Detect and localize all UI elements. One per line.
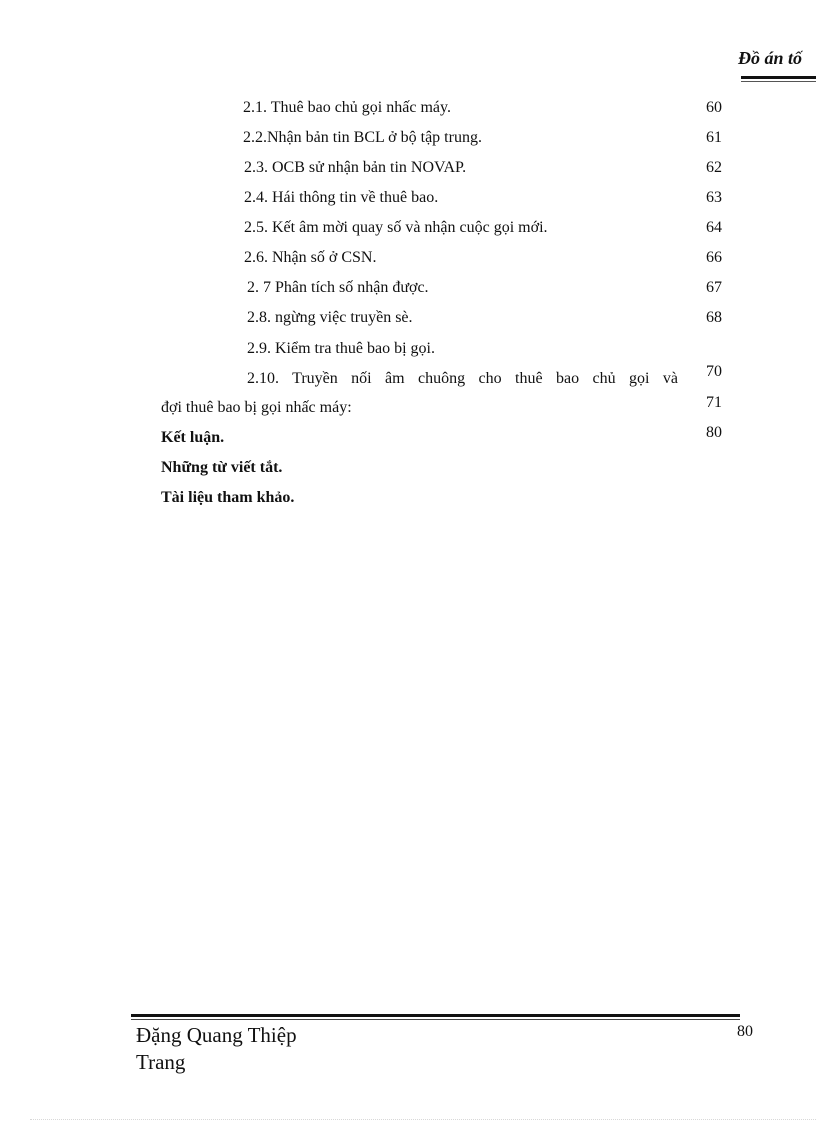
toc-page-number: 60 (706, 99, 722, 116)
toc-entry: 2.6. Nhận số ở CSN. (244, 249, 377, 266)
footer-page-number: 80 (737, 1023, 753, 1040)
footer-label: Trang (136, 1050, 186, 1074)
toc-entry: đợi thuê bao bị gọi nhấc máy: (161, 399, 352, 416)
header-title: Đồ án tố (738, 48, 803, 68)
toc-entry: 2.2.Nhận bản tin BCL ở bộ tập trung. (243, 129, 482, 146)
toc-page-number: 68 (706, 309, 722, 326)
toc-entry: 2.9. Kiểm tra thuê bao bị gọi. (247, 340, 435, 357)
header-rule-thin (741, 81, 816, 82)
toc-entry-bold: Tài liệu tham khảo. (161, 489, 295, 506)
toc-entry: 2.1. Thuê bao chủ gọi nhấc máy. (243, 99, 451, 116)
toc-entry: 2. 7 Phân tích số nhận được. (247, 279, 429, 296)
toc-entry: 2.5. Kết âm mời quay số và nhận cuộc gọi mới. (244, 219, 548, 236)
toc-entry: 2.4. Hái thông tin về thuê bao. (244, 189, 439, 206)
toc-page-number: 70 (706, 363, 722, 380)
toc-page-number: 61 (706, 129, 722, 146)
toc-entry: 2.10. Truyền nối âm chuông cho thuê bao chủ gọi và (247, 370, 678, 387)
bottom-dotted-line (30, 1119, 816, 1120)
toc-entry-bold: Những từ viết tắt. (161, 459, 283, 476)
toc-entry: 2.3. OCB sử nhận bản tin NOVAP. (244, 159, 467, 176)
toc-entry: 2.8. ngừng việc truyền sè. (247, 309, 413, 326)
footer-rule (131, 1014, 740, 1017)
header-rule (741, 76, 816, 79)
footer-rule-thin (131, 1019, 740, 1020)
toc-page-number: 71 (706, 394, 722, 411)
toc-page-number: 80 (706, 424, 722, 441)
toc-page-number: 67 (706, 279, 722, 296)
toc-page-number: 66 (706, 249, 722, 266)
toc-page-number: 62 (706, 159, 722, 176)
toc-entry-bold: Kết luận. (161, 429, 225, 446)
toc-page-number: 63 (706, 189, 722, 206)
footer-author: Đặng Quang Thiệp (136, 1023, 297, 1047)
toc-page-number: 64 (706, 219, 722, 236)
